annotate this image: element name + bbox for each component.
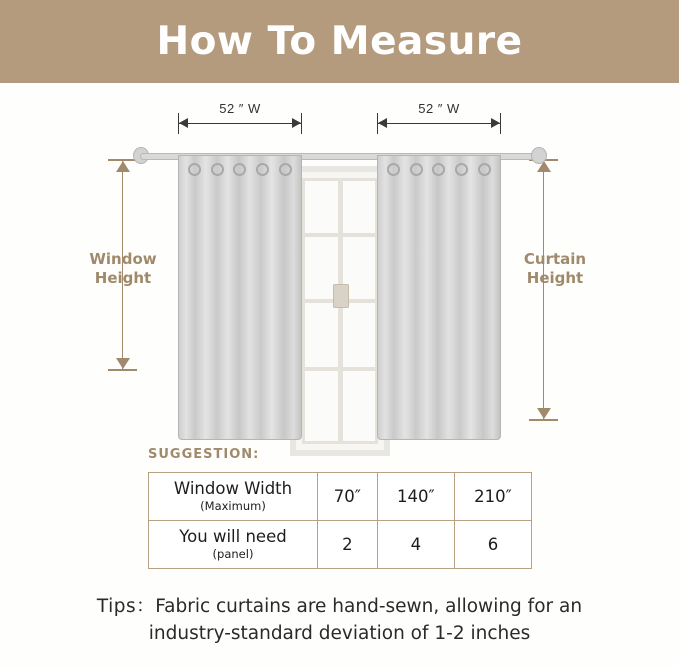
window-handle xyxy=(333,284,349,308)
grommet-icon xyxy=(188,163,201,176)
grommets-left xyxy=(183,162,297,176)
right-width-line xyxy=(377,123,501,124)
window-muntin-3 xyxy=(305,367,375,371)
row-header-window-width-text: Window Width xyxy=(173,479,293,498)
window-height-label-line1: Window xyxy=(89,250,157,268)
grommet-icon xyxy=(410,163,423,176)
window-height-label xyxy=(68,250,178,288)
cell-window-width-2: 140″ xyxy=(377,473,454,521)
left-width-arrow-right-icon xyxy=(292,118,301,128)
cell-window-width-1: 70″ xyxy=(318,473,378,521)
tips-text xyxy=(0,594,679,648)
row-header-you-will-need-text: You will need xyxy=(179,527,287,547)
curtain-height-label-line2: Height xyxy=(526,268,584,287)
window-height-cap-bottom xyxy=(108,369,137,371)
header-banner xyxy=(0,0,679,83)
cell-panels-1: 2 xyxy=(318,521,378,569)
curtain-height-label xyxy=(500,250,610,288)
tips-line-1: Fabric curtains are hand-sewn, allowing for an xyxy=(155,596,583,617)
curtain-panel-right xyxy=(377,155,501,440)
grommet-icon xyxy=(387,163,400,176)
grommet-icon xyxy=(455,163,468,176)
curtain-height-line xyxy=(543,159,544,421)
suggestion-label: SUGGESTION: xyxy=(148,447,260,462)
window-height-label-line2: Height xyxy=(94,268,152,287)
left-width-line xyxy=(178,123,302,124)
left-width-cap-end xyxy=(301,113,302,134)
right-width-label: 52 ″ W xyxy=(418,101,460,116)
row-header-you-will-need-sub: (panel) xyxy=(212,547,254,562)
tips-line-2: industry-standard deviation of 1-2 inches xyxy=(148,622,531,644)
row-header-window-width-sub: (Maximum) xyxy=(200,498,266,513)
window-illustration xyxy=(290,166,390,456)
curtain-panel-left xyxy=(178,155,302,440)
left-width-arrow-left-icon xyxy=(179,118,188,128)
table-row xyxy=(149,521,532,569)
window-height-arrow-up-icon xyxy=(116,161,130,172)
right-width-cap-end xyxy=(500,113,501,134)
curtain-height-arrow-down-icon xyxy=(537,408,551,419)
measurement-diagram xyxy=(0,83,679,443)
left-width-dimension xyxy=(178,101,302,131)
grommet-icon xyxy=(233,163,246,176)
curtain-height-cap-bottom xyxy=(529,419,558,421)
curtain-height-dimension xyxy=(524,159,564,421)
right-width-arrow-left-icon xyxy=(378,118,387,128)
grommets-right xyxy=(382,162,496,176)
tips-label: Tips： xyxy=(96,596,156,617)
row-header-window-width xyxy=(149,473,318,521)
grommet-icon xyxy=(478,163,491,176)
window-mullion-vertical xyxy=(338,181,343,441)
row-header-you-will-need xyxy=(149,521,318,569)
grommet-icon xyxy=(432,163,445,176)
rod-finial-right xyxy=(531,147,547,164)
curtain-height-label-line1: Curtain xyxy=(523,250,587,268)
grommet-icon xyxy=(279,163,292,176)
cell-panels-2: 4 xyxy=(377,521,454,569)
page-title: How To Measure xyxy=(156,19,523,64)
right-width-dimension xyxy=(377,101,501,131)
grommet-icon xyxy=(256,163,269,176)
grommet-icon xyxy=(211,163,224,176)
cell-panels-3: 6 xyxy=(454,521,531,569)
cell-window-width-3: 210″ xyxy=(454,473,531,521)
suggestion-table xyxy=(148,472,532,569)
window-inner-frame xyxy=(302,178,378,444)
window-height-arrow-down-icon xyxy=(116,358,130,369)
window-muntin-1 xyxy=(305,233,375,237)
left-width-label: 52 ″ W xyxy=(219,101,261,116)
right-width-arrow-right-icon xyxy=(491,118,500,128)
table-row xyxy=(149,473,532,521)
